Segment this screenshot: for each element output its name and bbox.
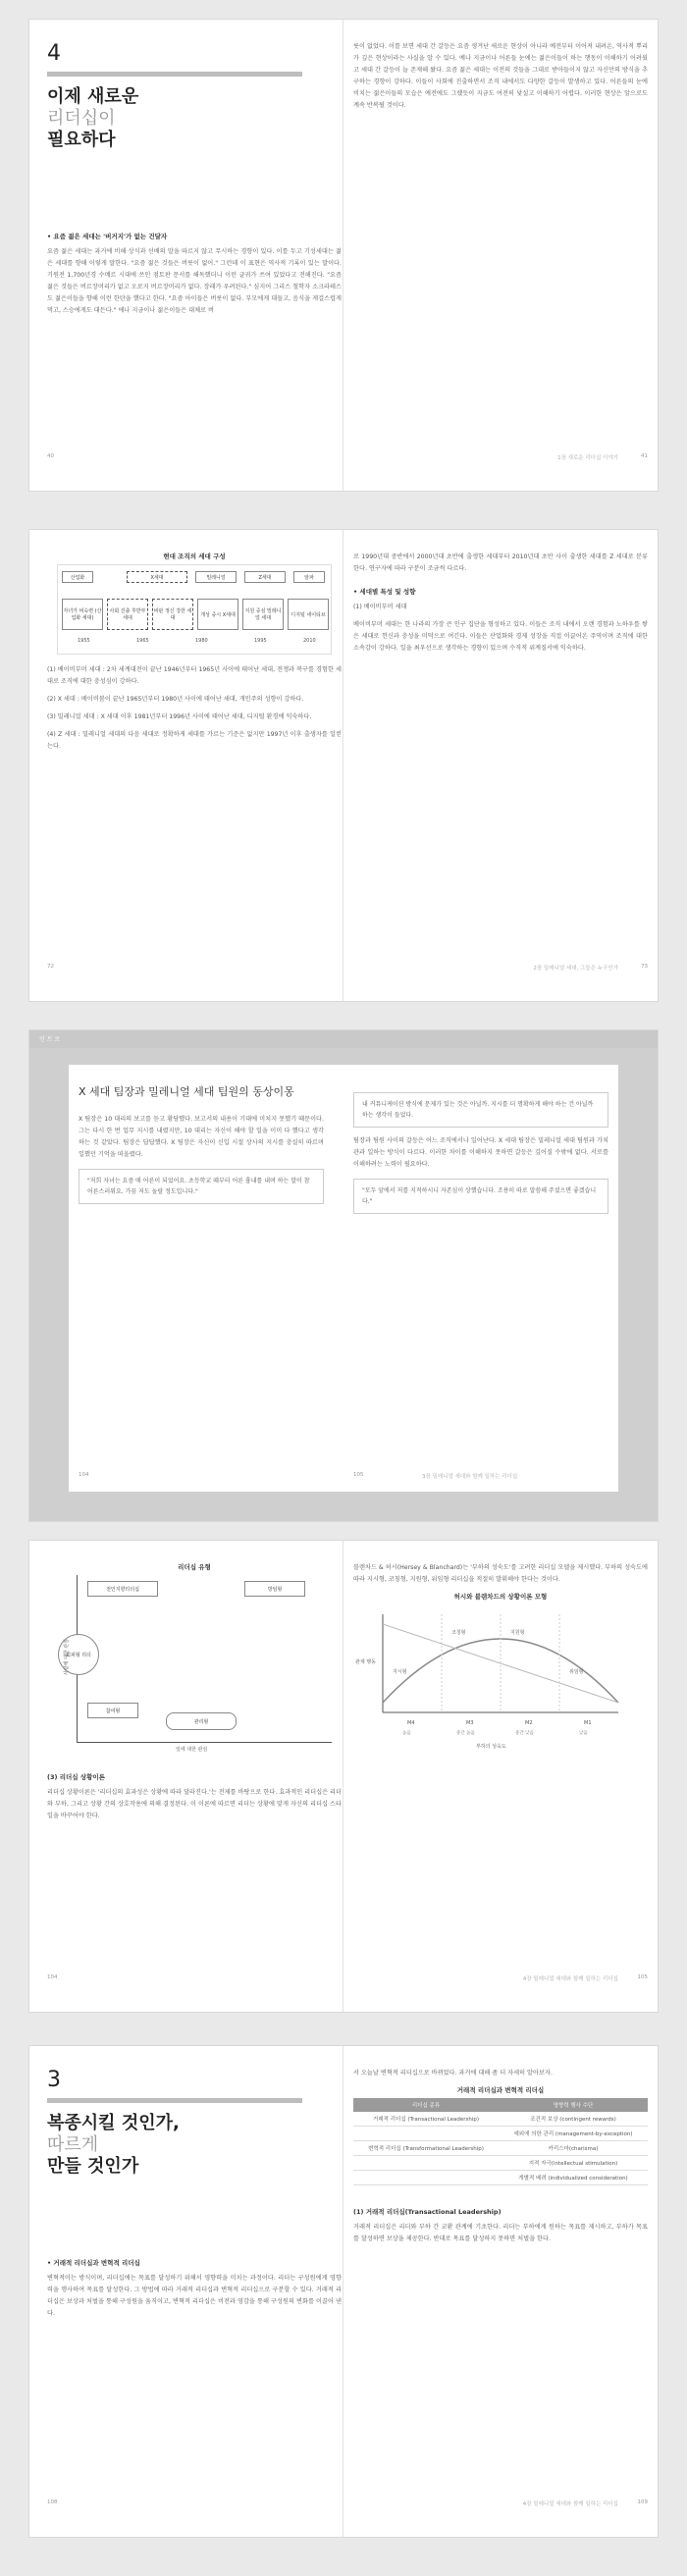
section-heading: • 거래적 리더십과 변혁적 리더십 <box>47 2259 140 2267</box>
table-header: 리더십 종류 <box>353 2098 499 2112</box>
generation-diagram <box>57 564 332 655</box>
body-text: 리더십 상황이론은 '리더십의 효과성은 상황에 따라 달라진다.'는 전제를 바탕으로 한다. 효과적인 리더십은 리더와 부하, 그리고 상황 간의 상호작용에 의해 결정된다. 이 이론에 따르면 리더는 상황에 맞게 자신의 리더십 스타일을 바꾸어야 한다. <box>47 1789 342 1819</box>
stage-desc: 중간 낮음 <box>515 1731 534 1736</box>
folio-right: 41 <box>641 453 648 459</box>
table-title: 거래적 리더십과 변혁적 리더십 <box>456 2086 545 2094</box>
section-heading: • 요즘 젊은 세대는 '버거지'가 없는 건달자 <box>47 233 168 240</box>
spread-5 <box>29 2046 658 2537</box>
table-cell: 거래적 리더십 (Transactional Leadership) <box>353 2112 499 2127</box>
era-label: 밀레니얼 <box>195 571 237 583</box>
stage-label: M4 <box>407 1720 415 1726</box>
generation-box: 디지털 네이티브 <box>288 599 329 630</box>
quadrant: 관리형 <box>166 1712 237 1730</box>
table-cell: 지적 자극(intellectual stimulation) <box>499 2156 648 2171</box>
intro-title: X 세대 팀장과 밀레니얼 세대 팀원의 동상이몽 <box>79 1085 294 1098</box>
x-caption: 부하의 성숙도 <box>476 1744 506 1750</box>
section-heading: (1) 거래적 리더십(Transactional Leadership) <box>353 2208 502 2216</box>
stage-label: M1 <box>584 1720 592 1726</box>
spread-1 <box>29 20 658 491</box>
list-item: (3) 밀레니얼 세대 : X 세대 이후 1981년부터 1996년 사이에 태어난 세대, 디지털 환경에 익숙하다. <box>47 713 312 720</box>
list-item: (4) Z 세대 : 밀레니얼 세대의 다음 세대로 정확하게 세대를 가르는 기준은 없지만 1997년 이후 출생자를 일컫는다. <box>47 731 342 750</box>
stage-label: M2 <box>525 1720 533 1726</box>
style-label: 위임형 <box>569 1669 584 1675</box>
stage-desc: 낮음 <box>579 1731 588 1736</box>
x-axis-label: 일에 대한 관심 <box>176 1747 208 1753</box>
year-marker: 1995 <box>254 638 267 644</box>
chapter-title <box>47 2113 342 2178</box>
table-cell <box>353 2171 499 2185</box>
era-label: Z세대 <box>244 571 286 583</box>
quadrant: 회피형 리더 <box>58 1634 99 1675</box>
page-left <box>47 552 342 1001</box>
chart-title: 허시와 블랜차드의 상황이론 모형 <box>453 1593 548 1601</box>
stage-desc: 중간 높음 <box>456 1731 475 1736</box>
list-item: (2) X 세대 : 베이비붐이 끝난 1965년부터 1980년 사이에 태어난 세대, 개인주의 성향이 강하다. <box>47 696 304 703</box>
era-label: 알파 <box>293 571 325 583</box>
style-label: 지원형 <box>510 1630 525 1636</box>
page-left <box>47 2068 342 2537</box>
page-right <box>353 2068 648 2537</box>
table-cell: 개별적 배려 (individualized consideration) <box>499 2171 648 2185</box>
quadrant: 방임형 <box>244 1581 305 1597</box>
y-axis-label: 사람에 대한 관심 <box>64 1639 70 1675</box>
table-cell: 카리스마(charisma) <box>499 2141 648 2156</box>
page-left <box>47 1562 342 2012</box>
intro-card <box>69 1065 618 1492</box>
gutter <box>343 1541 344 2012</box>
chapter-number: 4 <box>47 41 61 66</box>
chapter-title <box>47 86 342 151</box>
running-head: 4장 밀레니얼 세대와 함께 일하는 리더십 <box>522 2501 618 2507</box>
list-item: (1) 베이비부머 세대 : 2차 세계대전이 끝난 1946년부터 1965년 사이에 태어난 세대, 전쟁과 복구를 경험한 세대로 조직에 대한 충성심이 강하다. <box>47 666 342 685</box>
table-row <box>353 2127 648 2141</box>
era-label: 산업화 <box>62 571 93 583</box>
title-line-3: 만들 것인가 <box>47 2156 139 2177</box>
table-row <box>353 2156 648 2171</box>
title-line-1: 이제 새로운 <box>47 86 139 107</box>
style-label: 코칭형 <box>451 1630 466 1636</box>
section-heading: • 세대별 특성 및 성향 <box>353 588 416 596</box>
table-row <box>353 2171 648 2185</box>
chapter-number: 3 <box>47 2068 61 2092</box>
card-left <box>69 1084 324 1212</box>
gutter <box>343 530 344 1001</box>
year-marker: 1980 <box>195 638 208 644</box>
body-text: 서 오늘날 변혁적 리더십으로 바뀌었다. 과거에 대해 좀 더 자세히 알아보자. <box>353 2070 553 2077</box>
folio-left: 40 <box>47 453 54 459</box>
running-head: 1장 새로운 리더십 이야기 <box>557 455 618 461</box>
table-cell: 예외에 의한 관리 (management-by-exception) <box>499 2127 648 2141</box>
body-text: X 팀장은 10 대리의 보고를 듣고 황당했다. 보고서의 내용이 기대에 미치지 못했기 때문이다. 그는 다시 한 번 업무 지시를 내렸지만, 10 대리는 자신이 해야 할 일을 이미 다 했다고 생각하는 것 같았다. 팀장은 답답했다. X 팀장은 자신이 신입 시절 상사의 지시를 충실히 따르며 일했던 기억을 떠올렸다. <box>79 1116 324 1158</box>
folio-left: 104 <box>79 1472 89 1478</box>
y-caption: 관계 행동 <box>355 1659 376 1665</box>
figure-title: 현대 조직의 세대 구성 <box>163 552 226 560</box>
banner-label: 인 트 로 <box>39 1036 61 1043</box>
body-text: 요즘 젊은 세대는 과거에 비해 상식과 선배의 말을 따르지 않고 무시하는 경향이 있다. 이를 두고 기성세대는 젊은 세대를 향해 이렇게 말한다. "요즘 젊은 것들은 버릇이 없어." 그런데 이 표현은 역사적 기록이 있는 말이다. 기원전 1,700년경 수메르 시대에 쓰인 점토판 문서를 해독했더니 이런 글귀가 쓰여 있었다고 전해진다. "요즘 젊은 것들은 버르장머리가 없고 오로지 버르장머리가 없다. 장래가 우려된다." 심지어 그리스 철학자 소크라테스도 젊은이들을 향해 이런 한탄을 했다고 한다. "요즘 아이들은 버릇이 없다. 부모에게 대들고, 음식을 게걸스럽게 먹고, 스승에게도 대든다." 에나 지금이나 젊은이들은 대체로 버 <box>47 248 342 314</box>
year-marker: 1965 <box>136 638 149 644</box>
body-text: 로 1990년대 중반에서 2000년대 초반에 출생한 세대부터 2010년대 초반 사이 출생한 세대를 Z 세대로 분류한다. 연구자에 따라 구분이 조금씩 다르다. <box>353 553 648 572</box>
body-text: 릇이 없었다. 이를 보면 세대 간 갈등은 요즘 생겨난 새로운 현상이 아니라 예전부터 이어져 내려온, 역사적 뿌리가 깊은 현상이라는 사실을 알 수 있다. 예나 지금이나 어른들 눈에는 젊은이들이 하는 행동이 이해하기 어려웠고 세대 간 갈등이 늘 존재해 왔다. 요즘 젊은 세대는 이전의 것들을 그대로 받아들이지 않고 자신만의 방식을 추구하는 경향이 강하다. 이들이 사회에 진출하면서 조직 내에서도 다양한 갈등이 발생하고 있다. 어른들의 눈에 비치는 젊은이들의 모습은 예전에도 그랬듯이 지금도 여전히 낯설고 이해하기 어렵다. 이러한 현상은 앞으로도 계속 반복될 것이다. <box>353 43 648 109</box>
era-label: X세대 <box>127 571 187 583</box>
table-cell <box>353 2127 499 2141</box>
body-text: 블랜차드 & 허시(Hersey & Blanchard)는 '부하의 성숙도'를 고려한 리더십 모델을 제시했다. 부하의 성숙도에 따라 지시형, 코칭형, 지원형, 위임형 리더십을 적절히 발휘해야 한다는 것이다. <box>353 1564 648 1583</box>
table-row <box>353 2141 648 2156</box>
folio-left: 104 <box>47 1974 58 1980</box>
quote-box: 내 커뮤니케이션 방식에 문제가 있는 것은 아닐까. 지시를 더 명확하게 해야 하는 건 아닐까 하는 생각이 들었다. <box>353 1092 608 1128</box>
gutter <box>343 2046 344 2537</box>
title-line-2: 따르게 <box>47 2134 99 2155</box>
leadership-grid <box>64 1575 332 1753</box>
table-cell: 조건적 보상 (contingent rewards) <box>499 2112 648 2127</box>
table-header: 영향력 행사 수단 <box>499 2098 648 2112</box>
stage-desc: 높음 <box>402 1731 411 1736</box>
generation-box: 개성 중시 X세대 <box>197 599 238 630</box>
chapter-rule <box>47 2098 302 2103</box>
folio-right: 105 <box>353 1472 364 1478</box>
table-cell <box>353 2156 499 2171</box>
section-heading: (3) 리더십 상황이론 <box>47 1773 105 1781</box>
style-label: 지시형 <box>393 1669 407 1675</box>
generation-box: 지원 중심 밀레니얼 세대 <box>242 599 284 630</box>
body-text: 베이비부머 세대는 한 나라의 가장 큰 인구 집단을 형성하고 있다. 이들은 조직 내에서 오랜 경험과 노하우를 쌓은 세대로 헌신과 충성을 미덕으로 여긴다. 이들은 산업화와 경제 성장을 직접 이끌어온 주역이며 조직에 대한 소속감이 강하다. 일을 최우선으로 생각하는 경향이 있으며 수직적 위계질서에 익숙하다. <box>353 621 648 652</box>
leadership-table <box>353 2098 648 2185</box>
spread-3 <box>29 1030 658 1521</box>
quadrant: 전인지향리더십 <box>87 1581 158 1597</box>
quadrant: 참여형 <box>87 1703 138 1718</box>
page-right <box>353 1562 648 2012</box>
running-head: 4장 밀레니얼 세대와 함께 일하는 리더십 <box>522 1976 618 1982</box>
table-cell: 변혁적 리더십 (Transformational Leadership) <box>353 2141 499 2156</box>
folio-right: 109 <box>637 2499 648 2505</box>
chapter-rule <box>47 72 302 77</box>
quote-box: "모두 앞에서 저를 지적하시니 자존심이 상했습니다. 조용히 따로 말씀해 주셨으면 좋겠습니다." <box>353 1179 608 1214</box>
year-marker: 1955 <box>78 638 90 644</box>
year-marker: 2010 <box>303 638 316 644</box>
folio-left: 72 <box>47 964 54 970</box>
page-right <box>353 41 648 491</box>
running-head: 2장 밀레니얼 세대, 그들은 누구인가 <box>533 966 618 972</box>
title-line-1: 복종시킬 것인가, <box>47 2113 180 2133</box>
body-text: 변혁적이는 방식이며, 리더십에는 목표를 달성하기 위해서 영향력을 미치는 과정이다. 리더는 구성원에게 영향력을 행사하여 목표를 달성한다. 그 방법에 따라 거래적 리더십과 변혁적 리더십으로 구분할 수 있다. 거래적 리더십은 보상과 처벌을 통해 구성원을 움직이고, 변혁적 리더십은 비전과 영감을 통해 구성원의 변화를 이끌어 낸다. <box>47 2275 342 2317</box>
generation-box: 자녀가 비숙련 (산업화 세대) <box>62 599 103 630</box>
gutter <box>343 20 344 491</box>
page-right <box>353 552 648 1001</box>
title-line-2: 리더십이 <box>47 108 116 129</box>
generation-box: 비판 정신 강한 세대 <box>152 599 193 630</box>
subsection-heading: (1) 베이비부머 세대 <box>353 604 407 610</box>
card-right <box>353 1084 608 1222</box>
quote-box: "저희 자녀는 요즘 애 어른이 되었어요. 초등학교 때부터 어른 흉내를 내며 하는 말이 참 어른스러워요. 가끔 저도 놀랄 정도입니다." <box>79 1169 324 1204</box>
spread-2 <box>29 530 658 1001</box>
figure-title: 리더십 유형 <box>178 1563 211 1571</box>
folio-right: 105 <box>637 1974 648 1980</box>
body-text: 거래적 리더십은 리더와 부하 간 교환 관계에 기초한다. 리더는 부하에게 원하는 목표를 제시하고, 부하가 목표를 달성하면 보상을 제공한다. 반대로 목표를 달성하지 못하면 처벌을 한다. <box>353 2224 648 2242</box>
generation-box: 사회 진출 후반부 세대 <box>107 599 148 630</box>
spread-4 <box>29 1541 658 2012</box>
folio-left: 108 <box>47 2499 58 2505</box>
intro-banner <box>29 1030 658 1048</box>
table-row <box>353 2112 648 2127</box>
folio-right: 73 <box>641 964 648 970</box>
title-line-3: 필요하다 <box>47 130 116 150</box>
page-left <box>47 41 342 491</box>
running-head: 3장 밀레니얼 세대와 함께 일하는 리더십 <box>422 1474 518 1480</box>
stage-label: M3 <box>466 1720 474 1726</box>
body-text: 팀장과 팀원 사이의 갈등은 어느 조직에서나 일어난다. X 세대 팀장은 밀레니얼 세대 팀원과 가치관과 일하는 방식이 다르다. 이러한 차이를 이해하지 못하면 갈등은 깊어질 수밖에 없다. 서로를 이해하려는 노력이 필요하다. <box>353 1137 608 1168</box>
situational-model-chart <box>353 1604 628 1752</box>
